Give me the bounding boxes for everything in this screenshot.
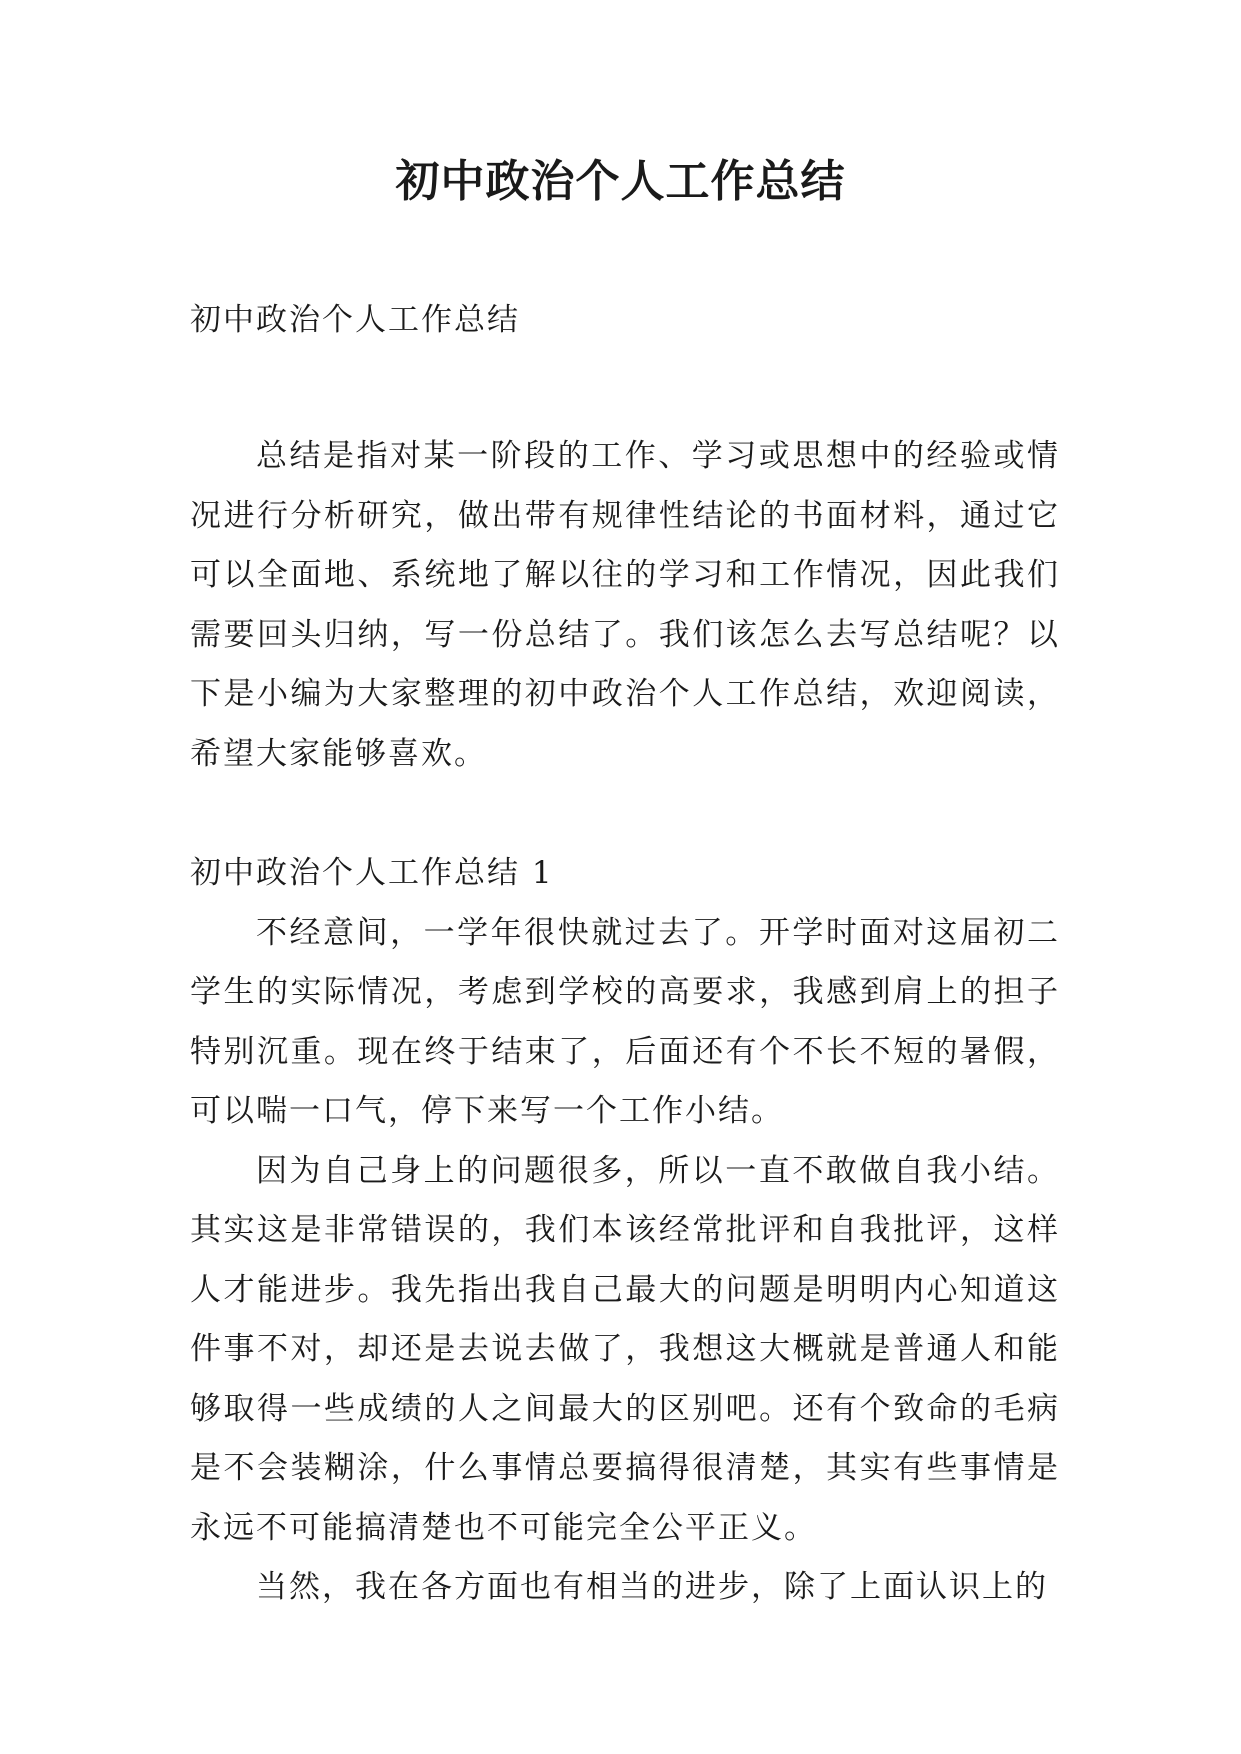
document-subtitle: 初中政治个人工作总结 — [190, 302, 520, 338]
document-title: 初中政治个人工作总结 — [395, 156, 846, 207]
body-paragraph: 不经意间，一学年很快就过去了。开学时面对这届初二学生的实际情况，考虑到学校的高要求，我感到肩上的担子特别沉重。现在终于结束了，后面还有个不长不短的暑假，可以喘一口气，停下来写一个工作小结。 — [190, 914, 1060, 1129]
spacer — [190, 348, 1060, 427]
intro-paragraph: 总结是指对某一阶段的工作、学习或思想中的经验或情况进行分析研究，做出带有规律性结论的书面材料，通过它可以全面地、系统地了解以往的学习和工作情况，因此我们需要回头归纳，写一份总结了。我们该怎么去写总结呢？以下是小编为大家整理的初中政治个人工作总结，欢迎阅读，希望大家能够喜欢。 — [190, 438, 1060, 772]
section-heading: 初中政治个人工作总结 1 — [190, 855, 554, 891]
body-paragraph: 因为自己身上的问题很多，所以一直不敢做自我小结。其实这是非常错误的，我们本该经常批评和自我批评，这样人才能进步。我先指出我自己最大的问题是明明内心知道这件事不对，却还是去说去做了，我想这大概就是普通人和能够取得一些成绩的人之间最大的区别吧。还有个致命的毛病是不会装糊涂，什么事情总要搞得很清楚，其实有些事情是永远不可能搞清楚也不可能完全公平正义。 — [190, 1152, 1060, 1546]
document-body — [190, 292, 1060, 1618]
body-paragraph: 当然，我在各方面也有相当的进步，除了上面认识上的 — [256, 1569, 1048, 1605]
spacer — [190, 784, 1060, 844]
